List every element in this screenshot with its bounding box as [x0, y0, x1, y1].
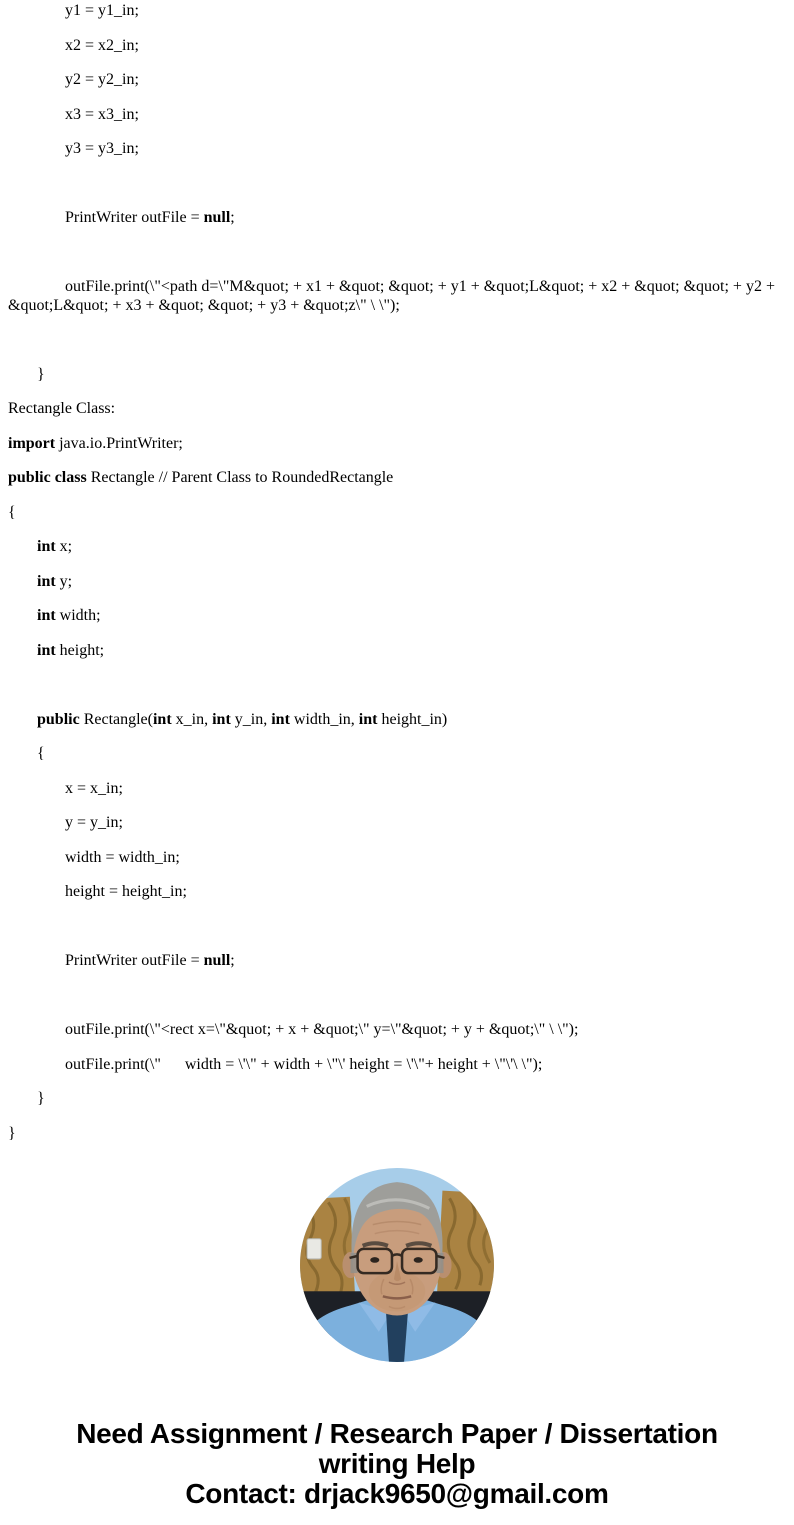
code-line	[8, 469, 786, 488]
code-text: height = height_in;	[65, 883, 187, 900]
code-text: }	[37, 365, 45, 383]
code-text: java.io.PrintWriter;	[55, 434, 183, 452]
code-line	[8, 814, 786, 833]
footer-heading-line2: writing Help	[318, 1448, 476, 1479]
code-line	[8, 1125, 786, 1144]
code-keyword: int	[271, 710, 290, 728]
code-line	[8, 37, 786, 56]
code-line	[8, 106, 786, 125]
code-keyword: public class	[8, 469, 87, 486]
light-switch-plate	[307, 1239, 321, 1259]
code-blank-line	[8, 175, 786, 194]
code-line	[8, 435, 786, 454]
code-text: x = x_in;	[65, 779, 123, 797]
code-text: y2 = y2_in;	[65, 71, 139, 88]
code-text: y3 = y3_in;	[65, 140, 139, 157]
code-line	[8, 780, 786, 799]
code-text: width_in,	[289, 710, 359, 728]
code-blank-line	[8, 331, 786, 350]
code-text: Rectangle(	[79, 710, 153, 728]
portrait-image	[300, 1168, 494, 1362]
code-blank-line	[8, 676, 786, 695]
code-text: y;	[55, 572, 73, 590]
code-line	[8, 71, 786, 90]
code-text: y1 = y1_in;	[65, 2, 139, 19]
code-line	[8, 366, 786, 385]
curtain-right	[437, 1191, 494, 1307]
code-keyword: int	[212, 710, 231, 728]
code-text: Rectangle // Parent Class to RoundedRectangle	[86, 469, 394, 486]
footer-contact-email: Contact: drjack9650@gmail.com	[185, 1478, 609, 1509]
code-block	[8, 2, 786, 1143]
eye-left	[370, 1257, 379, 1263]
code-keyword: import	[8, 434, 56, 452]
code-text: {	[37, 745, 45, 762]
code-line	[8, 1021, 786, 1040]
footer-heading-line1: Need Assignment / Research Paper / Dissertation	[76, 1418, 718, 1449]
code-text: }	[37, 1090, 45, 1107]
code-keyword: null	[203, 952, 231, 969]
code-text: {	[8, 503, 16, 521]
code-line	[8, 538, 786, 557]
code-line	[8, 607, 786, 626]
code-text: width = width_in;	[65, 848, 180, 866]
code-line	[8, 952, 786, 971]
code-keyword: int	[37, 538, 56, 555]
code-line	[8, 711, 786, 730]
code-line	[8, 400, 786, 419]
eye-right	[414, 1257, 423, 1263]
code-keyword: int	[37, 572, 56, 590]
code-line	[8, 209, 786, 228]
code-line	[8, 573, 786, 592]
code-keyword: null	[203, 209, 231, 226]
code-blank-line	[8, 918, 786, 937]
code-text: y_in,	[230, 710, 272, 728]
code-text: outFile.print(\"<path d=\"M&quot; + x1 + &quot; &quot; + y1 + &quot;L&quot; + x2 + &quot; &quot; + y2 + &quot;L&quot; + x3 + &quot; &quot; + y3 + &quot;z\" \ \");	[8, 278, 779, 314]
code-line	[8, 642, 786, 661]
code-line	[8, 140, 786, 159]
code-keyword: int	[152, 710, 172, 728]
code-line	[8, 504, 786, 523]
code-line	[8, 849, 786, 868]
code-text: Rectangle Class:	[8, 400, 116, 417]
code-line	[8, 1090, 786, 1109]
code-text: x_in,	[171, 710, 213, 728]
code-line	[8, 2, 786, 21]
code-keyword: int	[37, 641, 56, 659]
code-text: x3 = x3_in;	[65, 105, 139, 123]
code-text: width;	[55, 607, 101, 624]
code-text: height;	[55, 641, 105, 659]
code-text: }	[8, 1124, 16, 1142]
code-keyword: public	[37, 710, 80, 728]
code-line	[8, 278, 786, 315]
code-text: y = y_in;	[65, 814, 123, 831]
code-text: outFile.print(\"<rect x=\"&quot; + x + &quot;\" y=\"&quot; + y + &quot;\" \ \");	[65, 1021, 579, 1038]
code-text: ;	[230, 209, 235, 226]
code-keyword: int	[358, 710, 378, 728]
code-line	[8, 745, 786, 764]
footer-block	[0, 1419, 794, 1509]
code-text: x2 = x2_in;	[65, 36, 139, 54]
instructor-photo	[0, 1168, 794, 1367]
code-text: ;	[230, 952, 235, 969]
code-line	[8, 1056, 786, 1075]
code-keyword: int	[37, 607, 56, 624]
code-text: outFile.print(\" width = \'\" + width + \"\' height = \'\"+ height + \"\'\ \");	[65, 1055, 543, 1073]
code-line	[8, 883, 786, 902]
code-text: x;	[55, 538, 73, 555]
code-blank-line	[8, 987, 786, 1006]
code-blank-line	[8, 244, 786, 263]
code-text: PrintWriter outFile =	[65, 209, 204, 226]
code-text: height_in)	[377, 710, 448, 728]
page-root	[0, 2, 794, 1525]
code-text: PrintWriter outFile =	[65, 952, 204, 969]
